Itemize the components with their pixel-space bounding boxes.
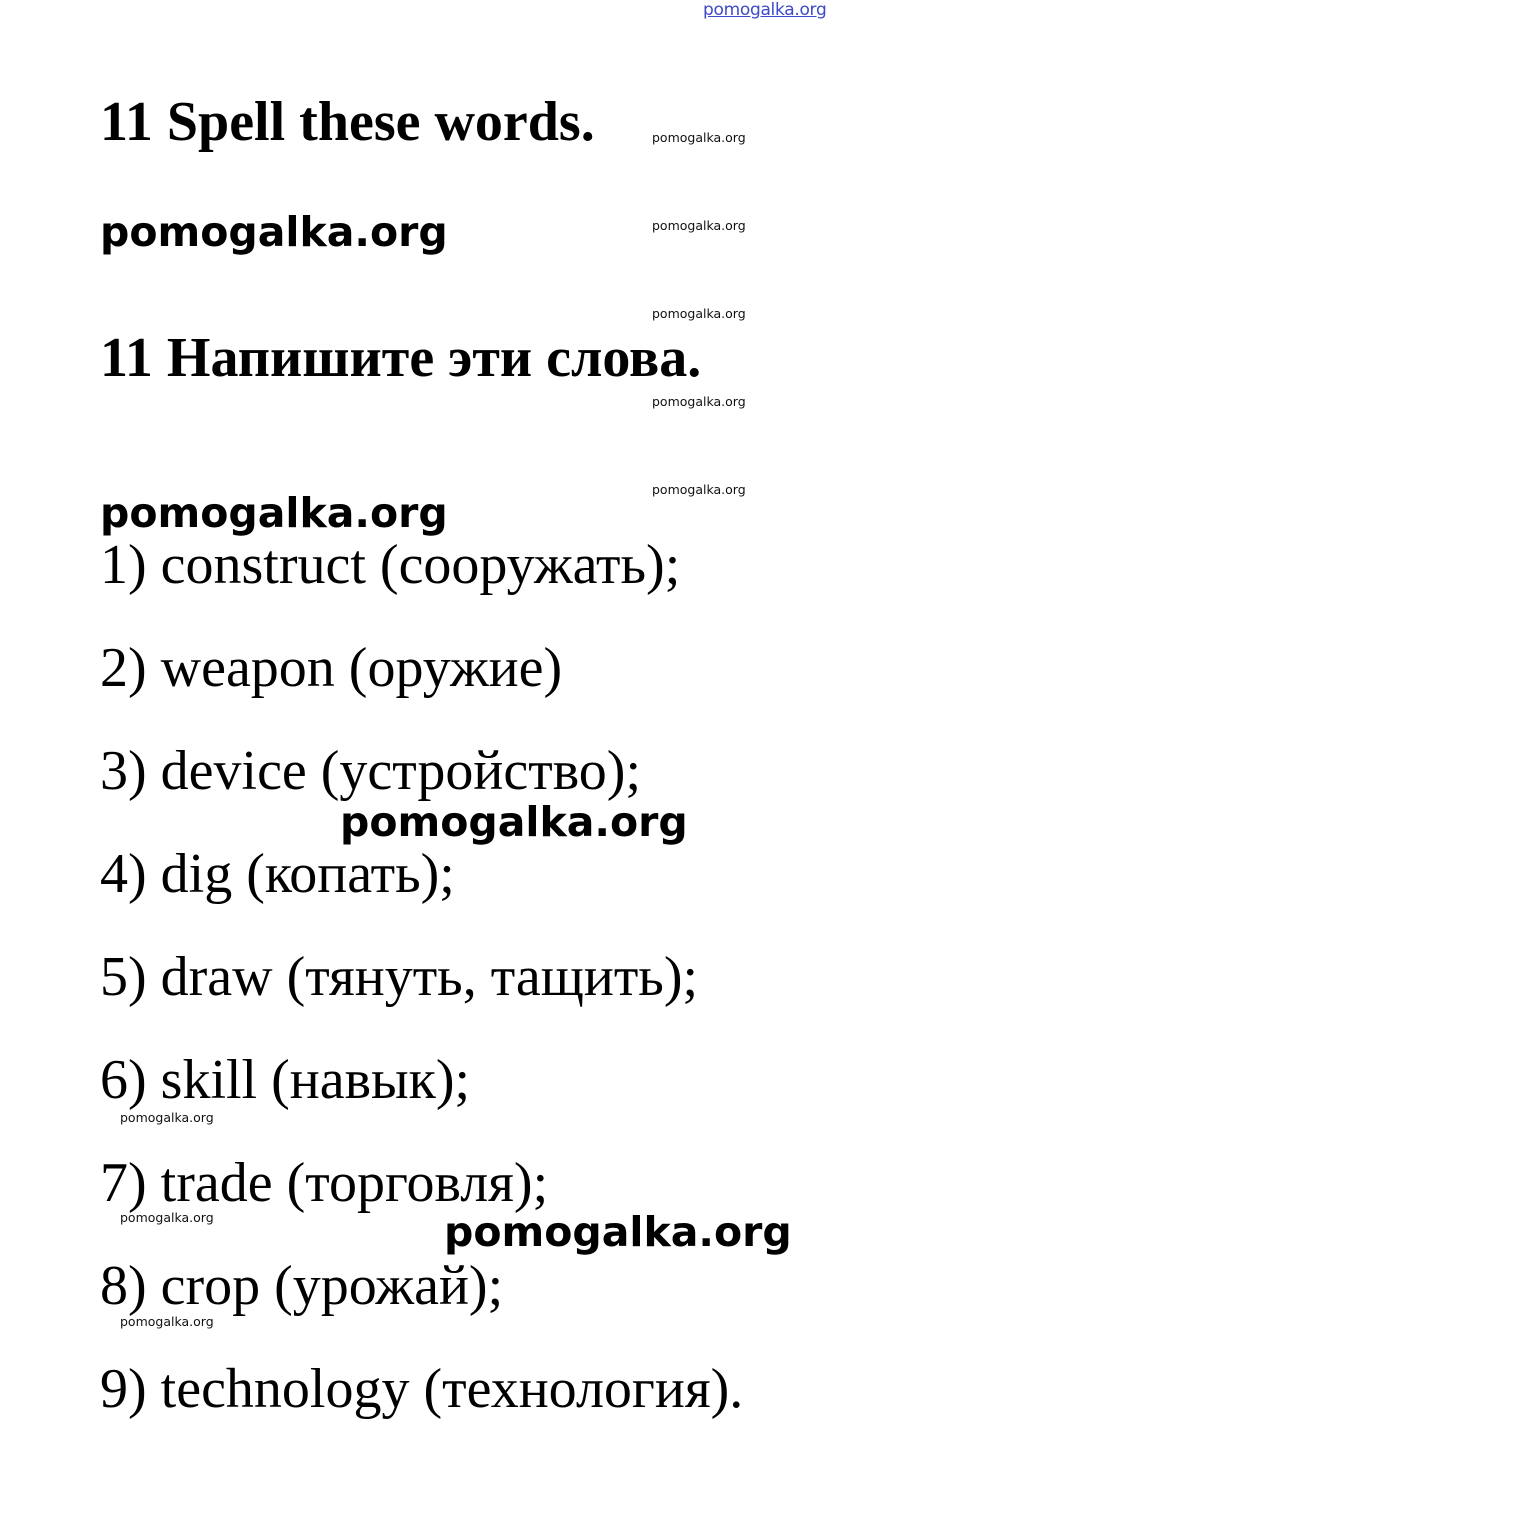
watermark-large: pomogalka.org [100,489,448,537]
watermark-large: pomogalka.org [340,798,688,846]
word-list-item: 4) dig (копать); [100,843,455,905]
watermark-small: pomogalka.org [652,130,746,145]
word-list-item: 6) skill (навык); [100,1049,471,1111]
exercise-title-ru: 11 Напишите эти слова. [100,327,702,389]
watermark-large: pomogalka.org [100,208,448,256]
watermark-small: pomogalka.org [120,1210,214,1225]
site-link[interactable]: pomogalka.org [703,0,827,20]
watermark-small: pomogalka.org [652,218,746,233]
watermark-small: pomogalka.org [120,1314,214,1329]
watermark-small: pomogalka.org [652,306,746,321]
watermark-small: pomogalka.org [652,482,746,497]
word-list-item: 2) weapon (оружие) [100,637,563,699]
watermark-small: pomogalka.org [652,394,746,409]
word-list-item: 8) crop (урожай); [100,1255,504,1317]
word-list-item: 3) device (устройство); [100,740,641,802]
word-list-item: 9) technology (технология). [100,1358,744,1420]
word-list-item: 1) construct (сооружать); [100,534,681,596]
word-list-item: 5) draw (тянуть, тащить); [100,946,699,1008]
word-list-item: 7) trade (торговля); [100,1152,549,1214]
watermark-small: pomogalka.org [120,1110,214,1125]
exercise-title-en: 11 Spell these words. [100,91,595,153]
watermark-large: pomogalka.org [444,1208,792,1256]
